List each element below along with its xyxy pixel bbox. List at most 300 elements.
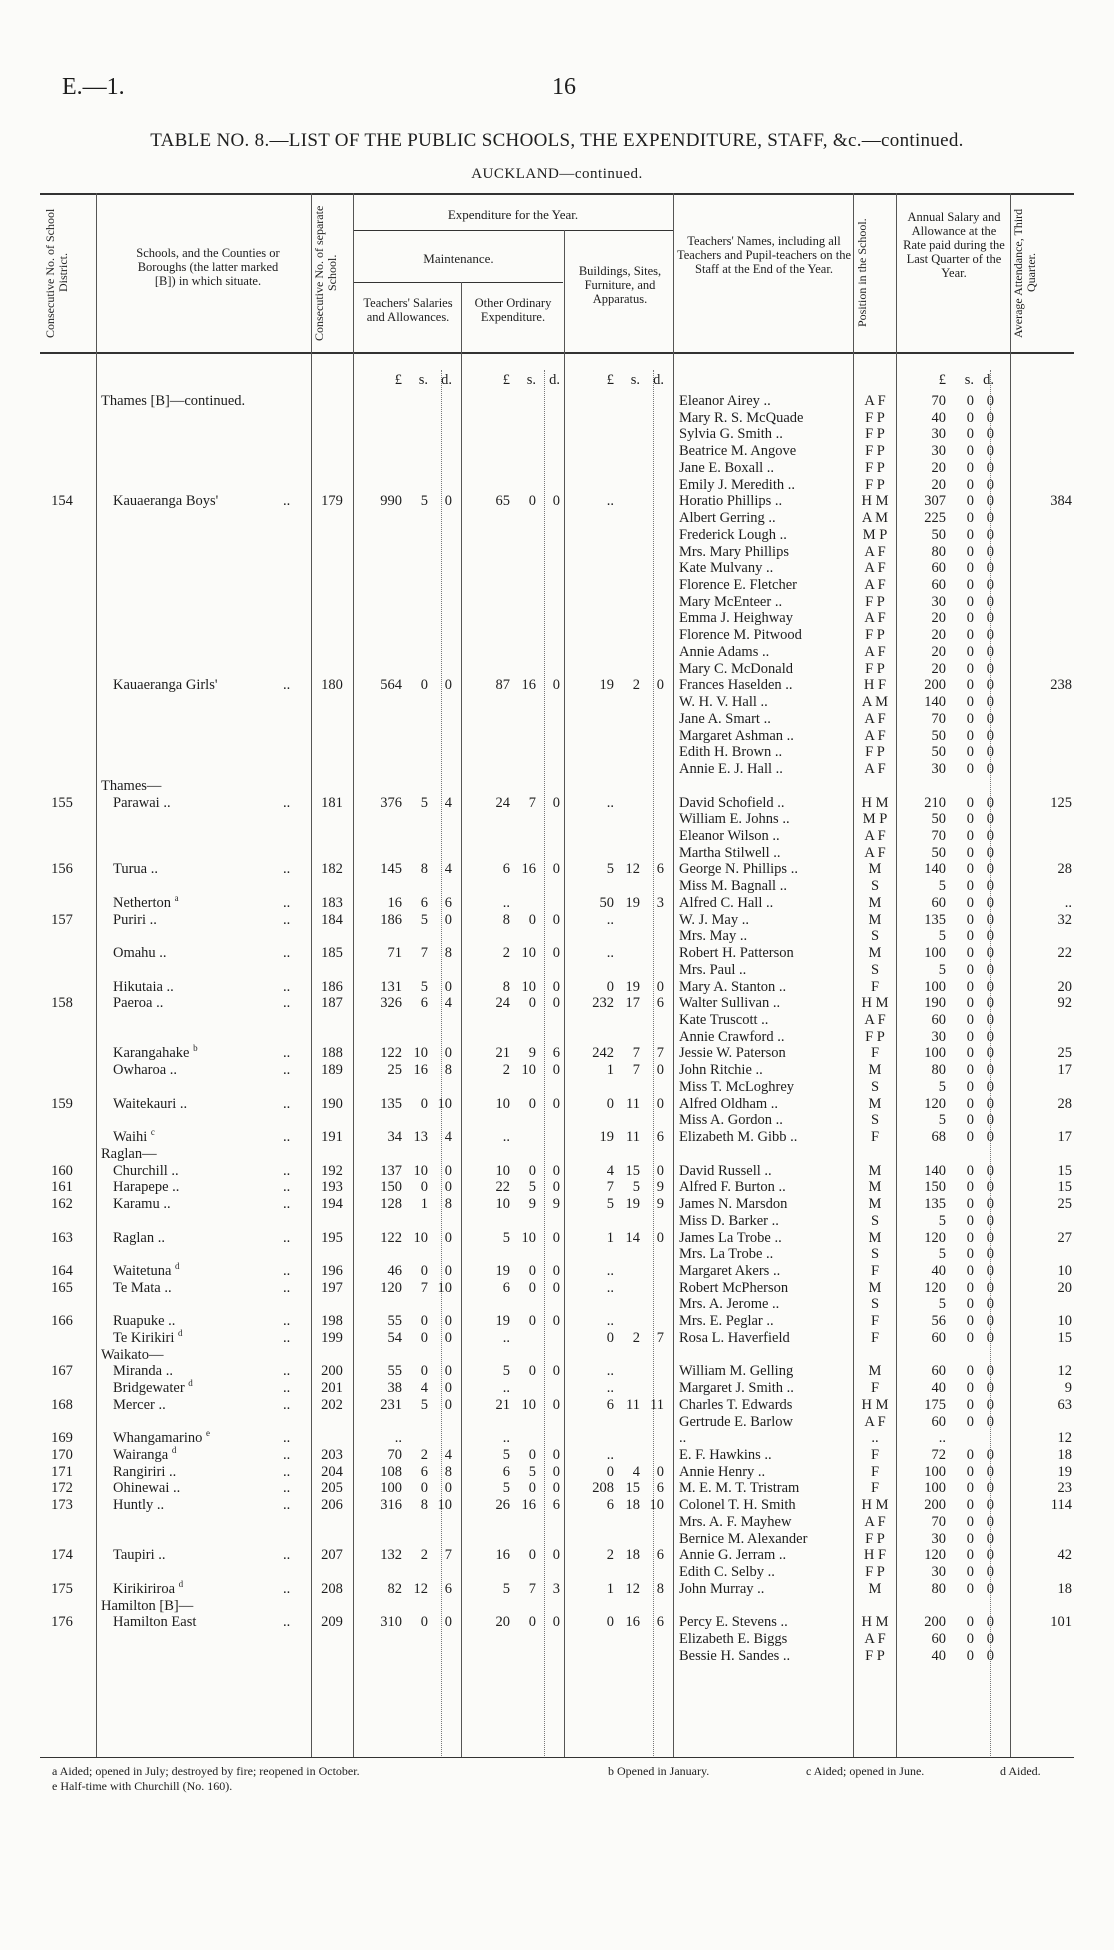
teacher-position: M — [868, 945, 882, 961]
annual-salary-pounds: 120 — [924, 1230, 946, 1246]
buildings-amount-pounds: .. — [606, 1447, 614, 1463]
annual-salary-shillings: 0 — [966, 1447, 974, 1463]
other-expenditure-amount-pounds: 5 — [502, 1230, 510, 1246]
annual-salary-shillings: 0 — [966, 761, 974, 777]
school-name — [113, 677, 303, 694]
teacher-name: David Schofield .. — [679, 795, 785, 811]
annual-salary-pounds: 30 — [931, 761, 946, 777]
annual-salary — [902, 744, 1004, 761]
teacher-position: M P — [862, 811, 888, 827]
annual-salary-pence: 0 — [986, 1129, 994, 1145]
annual-salary-pence: 0 — [986, 577, 994, 593]
other-units-pound: £ — [502, 372, 510, 388]
teacher-name: Mrs. A. Jerome .. — [679, 1296, 780, 1312]
other-expenditure-amount — [464, 1263, 564, 1280]
annual-salary-pence: 0 — [986, 1547, 994, 1563]
annual-salary-pounds: 30 — [931, 426, 946, 442]
annual-salary-pounds: 5 — [938, 1213, 946, 1229]
annual-salary-pence: 0 — [986, 795, 994, 811]
salaries-amount — [356, 1430, 460, 1447]
annual-salary-pence: 0 — [986, 1163, 994, 1179]
other-expenditure-amount — [464, 1430, 564, 1447]
annual-salary-pounds: 60 — [931, 577, 946, 593]
annual-salary-shillings: 0 — [966, 1581, 974, 1597]
average-attendance: 22 — [1057, 945, 1072, 961]
separate-school-number: 189 — [321, 1062, 343, 1078]
leader-dots: .. — [283, 1163, 291, 1179]
teacher-position: .. — [871, 1430, 879, 1446]
footnote-a: a Aided; opened in July; destroyed by fire; reopened in October. — [52, 1764, 360, 1778]
buildings-amount-pounds: 19 — [599, 677, 614, 693]
salaries-amount — [356, 1447, 460, 1464]
salaries-amount-shillings: 5 — [420, 493, 428, 509]
annual-salary-pounds: 140 — [924, 861, 946, 877]
annual-salary — [902, 1514, 1004, 1531]
salaries-amount-shillings: 0 — [420, 1480, 428, 1496]
teacher-name: Edith C. Selby .. — [679, 1564, 775, 1580]
salaries-amount-pence: 0 — [444, 1179, 452, 1195]
buildings-amount-pence: 6 — [656, 1614, 664, 1630]
annual-salary — [902, 1313, 1004, 1330]
annual-salary — [902, 426, 1004, 443]
teacher-position: A F — [864, 845, 886, 861]
teacher-position: M — [868, 1062, 882, 1078]
district-number: 154 — [51, 493, 73, 509]
average-attendance: 12 — [1057, 1430, 1072, 1446]
salaries-amount — [356, 795, 460, 812]
annual-salary-pence: 0 — [986, 393, 994, 409]
average-attendance: 17 — [1057, 1129, 1072, 1145]
annual-salary-shillings: 0 — [966, 1163, 974, 1179]
salaries-amount — [356, 1497, 460, 1514]
teacher-position: M P — [862, 527, 888, 543]
other-expenditure-amount-pence: 0 — [552, 795, 560, 811]
annual-salary — [902, 594, 1004, 611]
school-name — [113, 1614, 303, 1631]
annual-salary — [902, 544, 1004, 561]
buildings-amount — [568, 677, 670, 694]
buildings-amount-shillings: 18 — [625, 1547, 640, 1563]
col-header-district: Consecutive No. of School District. — [43, 208, 70, 338]
salaries-amount — [356, 1096, 460, 1113]
annual-salary-shillings: 0 — [966, 1179, 974, 1195]
separate-school-number: 201 — [321, 1380, 343, 1396]
annual-salary — [902, 928, 1004, 945]
teacher-position: F P — [865, 410, 885, 426]
annual-salary — [902, 912, 1004, 929]
salaries-amount-pounds: 54 — [387, 1330, 402, 1346]
salaries-amount-shillings: 1 — [420, 1196, 428, 1212]
teacher-name: Margaret Ashman .. — [679, 728, 794, 744]
average-attendance: 9 — [1064, 1380, 1072, 1396]
teacher-name: M. E. M. T. Tristram — [679, 1480, 800, 1496]
annual-salary — [902, 878, 1004, 895]
buildings-amount-shillings: 11 — [626, 1096, 640, 1112]
annual-salary-pence: 0 — [986, 661, 994, 677]
other-units-pence: d. — [549, 372, 560, 388]
annual-salary-pounds: 135 — [924, 1196, 946, 1212]
annual-salary-pence: 0 — [986, 1330, 994, 1346]
leader-dots: .. — [283, 1480, 291, 1496]
salaries-amount-pence: 0 — [444, 1614, 452, 1630]
salaries-amount-pounds: 132 — [380, 1547, 402, 1563]
buildings-amount-pence: 0 — [656, 1062, 664, 1078]
annual-salary-pounds: 60 — [931, 1330, 946, 1346]
other-expenditure-amount — [464, 861, 564, 878]
other-expenditure-amount-shillings: 0 — [528, 995, 536, 1011]
annual-salary — [902, 962, 1004, 979]
salaries-amount-shillings: 5 — [420, 979, 428, 995]
other-expenditure-amount — [464, 1196, 564, 1213]
other-expenditure-amount-pence: 3 — [552, 1581, 560, 1597]
other-expenditure-amount — [464, 1280, 564, 1297]
annual-salary — [902, 410, 1004, 427]
leader-dots: .. — [283, 1313, 291, 1329]
footnote-b: b Opened in January. — [608, 1764, 710, 1778]
school-name — [113, 912, 303, 929]
col-line-3 — [353, 193, 354, 1758]
annual-salary-shillings: 0 — [966, 393, 974, 409]
other-expenditure-amount-pounds: 10 — [495, 1196, 510, 1212]
teacher-position: A F — [864, 560, 886, 576]
other-expenditure-amount-shillings: 0 — [528, 1547, 536, 1563]
annual-salary-shillings: 0 — [966, 1363, 974, 1379]
annual-salary — [902, 1045, 1004, 1062]
annual-units-shilling: s. — [964, 372, 974, 388]
other-expenditure-amount-shillings: 7 — [528, 795, 536, 811]
annual-salary — [902, 443, 1004, 460]
buildings-amount — [568, 1163, 670, 1180]
buildings-amount-pence: 3 — [656, 895, 664, 911]
salaries-amount-pounds: 38 — [387, 1380, 402, 1396]
buildings-amount-pence: 7 — [656, 1330, 664, 1346]
teacher-position: S — [870, 928, 880, 944]
annual-salary — [902, 1230, 1004, 1247]
annual-salary-pence: 0 — [986, 1514, 994, 1530]
annual-salary — [902, 477, 1004, 494]
salaries-amount-pence: 8 — [444, 1062, 452, 1078]
district-number: 168 — [51, 1397, 73, 1413]
salaries-amount-pounds: 120 — [380, 1280, 402, 1296]
salaries-amount — [356, 493, 460, 510]
district-number: 165 — [51, 1280, 73, 1296]
school-name-text: Taupiri .. — [113, 1547, 166, 1563]
school-name-text: Puriri .. — [113, 912, 157, 928]
annual-salary-pounds: 56 — [931, 1313, 946, 1329]
other-expenditure-amount-shillings: 10 — [521, 1062, 536, 1078]
district-number: 175 — [51, 1581, 73, 1597]
teacher-name: Mary C. McDonald — [679, 661, 793, 677]
header-bottom-rule — [40, 352, 1074, 354]
other-expenditure-amount-pence: 0 — [552, 1179, 560, 1195]
other-expenditure-amount-pence: 9 — [552, 1196, 560, 1212]
leader-dots: .. — [283, 1497, 291, 1513]
col-line-2 — [311, 193, 312, 1758]
annual-units-pence: d. — [983, 372, 994, 388]
annual-salary-pence: 0 — [986, 694, 994, 710]
footnote-marker: d — [175, 1261, 180, 1272]
teacher-position: F — [870, 1313, 880, 1329]
school-name-text: Kauaeranga Boys' — [113, 493, 219, 509]
annual-salary — [902, 1531, 1004, 1548]
separate-school-number: 191 — [321, 1129, 343, 1145]
separate-school-number: 203 — [321, 1447, 343, 1463]
buildings-amount-shillings: 2 — [632, 1330, 640, 1346]
teacher-position: F P — [865, 460, 885, 476]
school-name-text: Ruapuke .. — [113, 1313, 176, 1329]
annual-salary — [902, 995, 1004, 1012]
salaries-amount — [356, 895, 460, 912]
annual-salary-pence: 0 — [986, 1564, 994, 1580]
leader-dots: .. — [283, 1397, 291, 1413]
other-expenditure-amount-pounds: 6 — [502, 1280, 510, 1296]
salaries-amount-shillings: 6 — [420, 995, 428, 1011]
other-expenditure-amount — [464, 1179, 564, 1196]
salaries-amount-pence: 4 — [444, 861, 452, 877]
buildings-amount — [568, 1129, 670, 1146]
other-expenditure-amount — [464, 1447, 564, 1464]
buildings-amount — [568, 1397, 670, 1414]
teacher-position: S — [870, 1213, 880, 1229]
salaries-amount — [356, 1397, 460, 1414]
teacher-position: A F — [864, 1012, 886, 1028]
teacher-name: James N. Marsdon — [679, 1196, 788, 1212]
teacher-name: Margaret Akers .. — [679, 1263, 781, 1279]
salaries-amount-pounds: 564 — [380, 677, 402, 693]
col-header-salaries: Teachers' Salaries and Allowances. — [363, 296, 453, 324]
annual-salary-shillings: 0 — [966, 1062, 974, 1078]
annual-salary-pounds: 80 — [931, 544, 946, 560]
other-expenditure-amount — [464, 1547, 564, 1564]
teacher-position: F P — [865, 627, 885, 643]
district-number: 163 — [51, 1230, 73, 1246]
salaries-amount-shillings: 0 — [420, 1263, 428, 1279]
teacher-position: H M — [861, 493, 889, 509]
annual-salary-pounds: 5 — [938, 1246, 946, 1262]
teacher-name: William E. Johns .. — [679, 811, 790, 827]
average-attendance: 92 — [1057, 995, 1072, 1011]
buildings-amount — [568, 1497, 670, 1514]
salaries-amount-pence: 10 — [437, 1280, 452, 1296]
school-name-text: Waitetuna — [113, 1263, 172, 1279]
footnote-marker: c — [150, 1127, 155, 1138]
annual-salary — [902, 1163, 1004, 1180]
leader-dots: .. — [283, 1464, 291, 1480]
annual-salary-pence: 0 — [986, 594, 994, 610]
other-expenditure-amount — [464, 979, 564, 996]
annual-salary-shillings: 0 — [966, 677, 974, 693]
footnote-c: c Aided; opened in June. — [806, 1764, 925, 1778]
buildings-amount-shillings: 7 — [632, 1045, 640, 1061]
school-name-text: Raglan .. — [113, 1230, 165, 1246]
school-name-text: Parawai .. — [113, 795, 171, 811]
teacher-position: A M — [861, 510, 889, 526]
teacher-position: A F — [864, 828, 886, 844]
salaries-amount-pounds: 990 — [380, 493, 402, 509]
school-name — [113, 493, 303, 510]
leader-dots: .. — [283, 677, 291, 693]
separate-school-number: 206 — [321, 1497, 343, 1513]
other-expenditure-amount-pounds: .. — [502, 1330, 510, 1346]
buildings-amount-pounds: .. — [606, 945, 614, 961]
buildings-amount-pounds: 1 — [606, 1581, 614, 1597]
teacher-position: F P — [865, 661, 885, 677]
other-expenditure-amount-pounds: .. — [502, 1129, 510, 1145]
salaries-amount-pence: 0 — [444, 1380, 452, 1396]
school-name — [113, 1363, 303, 1380]
annual-salary-pence: 0 — [986, 1246, 994, 1262]
teacher-name: Mrs. Mary Phillips — [679, 544, 789, 560]
buildings-amount — [568, 795, 670, 812]
annual-salary-pounds: 100 — [924, 1045, 946, 1061]
other-expenditure-amount-pence: 0 — [552, 912, 560, 928]
annual-salary-shillings: 0 — [966, 1497, 974, 1513]
buildings-amount-pounds: 1 — [606, 1230, 614, 1246]
annual-salary-shillings: 0 — [966, 1045, 974, 1061]
footnote-marker: b — [193, 1043, 198, 1054]
buildings-amount-shillings: 19 — [625, 979, 640, 995]
page-number: 16 — [552, 74, 576, 100]
salaries-amount — [356, 1129, 460, 1146]
annual-salary-pence: 0 — [986, 711, 994, 727]
salaries-amount-shillings: 8 — [420, 1497, 428, 1513]
teacher-position: M — [868, 1179, 882, 1195]
annual-salary — [902, 627, 1004, 644]
other-expenditure-amount-shillings: 0 — [528, 1313, 536, 1329]
annual-salary-pence: 0 — [986, 410, 994, 426]
salaries-amount-shillings: 12 — [413, 1581, 428, 1597]
separate-school-number: 204 — [321, 1464, 343, 1480]
teacher-name: Robert H. Patterson — [679, 945, 794, 961]
buildings-amount-shillings: 7 — [632, 1062, 640, 1078]
teacher-position: A M — [861, 694, 889, 710]
col-line-5 — [564, 230, 565, 1758]
buildings-amount-pounds: 50 — [599, 895, 614, 911]
annual-salary — [902, 1430, 1004, 1447]
teacher-position: M — [868, 861, 882, 877]
annual-salary — [902, 1112, 1004, 1129]
col-line-8 — [896, 193, 897, 1758]
leader-dots: .. — [283, 1196, 291, 1212]
buildings-amount-pounds: 0 — [606, 979, 614, 995]
teacher-position: F P — [865, 594, 885, 610]
teacher-name: Bernice M. Alexander — [679, 1531, 808, 1547]
school-name-text: Hamilton East — [113, 1614, 197, 1630]
teacher-position: M — [868, 1230, 882, 1246]
teacher-position: F P — [865, 744, 885, 760]
salaries-amount-pence: 0 — [444, 1397, 452, 1413]
salaries-amount-pounds: 128 — [380, 1196, 402, 1212]
leader-dots: .. — [283, 1330, 291, 1346]
teacher-position: F — [870, 1330, 880, 1346]
other-expenditure-amount-pounds: 2 — [502, 1062, 510, 1078]
salaries-amount — [356, 1045, 460, 1062]
salaries-amount-pounds: 82 — [387, 1581, 402, 1597]
buildings-amount — [568, 1380, 670, 1397]
salaries-amount-pence: 0 — [444, 1163, 452, 1179]
buildings-amount — [568, 1230, 670, 1247]
teacher-name: Horatio Phillips .. — [679, 493, 783, 509]
salaries-amount-shillings: 5 — [420, 912, 428, 928]
other-expenditure-amount — [464, 1045, 564, 1062]
col-header-position: Position in the School. — [855, 218, 869, 328]
salaries-amount — [356, 1230, 460, 1247]
buildings-amount-pence: 11 — [650, 1397, 664, 1413]
teacher-position: S — [870, 1246, 880, 1262]
annual-salary-shillings: 0 — [966, 828, 974, 844]
annual-salary-pence: 0 — [986, 1380, 994, 1396]
annual-salary-pounds: 135 — [924, 912, 946, 928]
other-expenditure-amount — [464, 995, 564, 1012]
other-expenditure-amount — [464, 912, 564, 929]
annual-salary-shillings: 0 — [966, 443, 974, 459]
school-name-text: Thames [B]—continued. — [101, 393, 246, 409]
salaries-amount-pounds: 150 — [380, 1179, 402, 1195]
annual-salary-pounds: 80 — [931, 1581, 946, 1597]
teacher-name: Beatrice M. Angove — [679, 443, 797, 459]
school-name-text: Waihi — [113, 1129, 148, 1145]
teacher-position: F — [870, 1380, 880, 1396]
buildings-amount-pence: 9 — [656, 1179, 664, 1195]
district-number: 160 — [51, 1163, 73, 1179]
buildings-amount-shillings: 12 — [625, 861, 640, 877]
annual-salary — [902, 1280, 1004, 1297]
annual-salary-shillings: 0 — [966, 1112, 974, 1128]
salaries-amount — [356, 1547, 460, 1564]
other-units-shilling: s. — [526, 372, 536, 388]
teacher-name: Miss D. Barker .. — [679, 1213, 779, 1229]
separate-school-number: 209 — [321, 1614, 343, 1630]
buildings-amount — [568, 1196, 670, 1213]
buildings-amount — [568, 861, 670, 878]
annual-salary-pence: 0 — [986, 861, 994, 877]
salaries-amount — [356, 995, 460, 1012]
other-expenditure-amount-shillings: 16 — [521, 861, 536, 877]
teacher-name: Elizabeth E. Biggs — [679, 1631, 788, 1647]
buildings-amount — [568, 979, 670, 996]
salaries-amount — [356, 979, 460, 996]
separate-school-number: 184 — [321, 912, 343, 928]
teacher-position: A F — [864, 1631, 886, 1647]
school-name — [113, 1280, 303, 1297]
annual-salary-pounds: 225 — [924, 510, 946, 526]
annual-salary-shillings: 0 — [966, 711, 974, 727]
other-expenditure-amount-pence: 6 — [552, 1045, 560, 1061]
annual-salary-pounds: 120 — [924, 1547, 946, 1563]
other-expenditure-amount-pounds: 21 — [495, 1397, 510, 1413]
buildings-amount-shillings: 2 — [632, 677, 640, 693]
annual-salary-pounds: .. — [938, 1430, 946, 1446]
annual-salary-pence: 0 — [986, 1062, 994, 1078]
school-name-text: Wairanga — [113, 1447, 169, 1463]
teacher-name: Mary McEnteer .. — [679, 594, 783, 610]
annual-salary-pounds: 60 — [931, 1414, 946, 1430]
teacher-name: Emma J. Heighway — [679, 610, 793, 626]
annual-salary-pence: 0 — [986, 1313, 994, 1329]
buildings-amount-pounds: 0 — [606, 1614, 614, 1630]
annual-salary-pence: 0 — [986, 945, 994, 961]
average-attendance: 238 — [1050, 677, 1072, 693]
annual-salary-pence: 0 — [986, 979, 994, 995]
buildings-amount-pounds: 232 — [592, 995, 614, 1011]
teacher-name: Mrs. Paul .. — [679, 962, 747, 978]
other-expenditure-amount-shillings: 5 — [528, 1179, 536, 1195]
annual-salary-shillings: 0 — [966, 1480, 974, 1496]
other-expenditure-amount — [464, 1480, 564, 1497]
salaries-amount-pence: 7 — [444, 1547, 452, 1563]
average-attendance: 125 — [1050, 795, 1072, 811]
annual-salary-shillings: 0 — [966, 661, 974, 677]
